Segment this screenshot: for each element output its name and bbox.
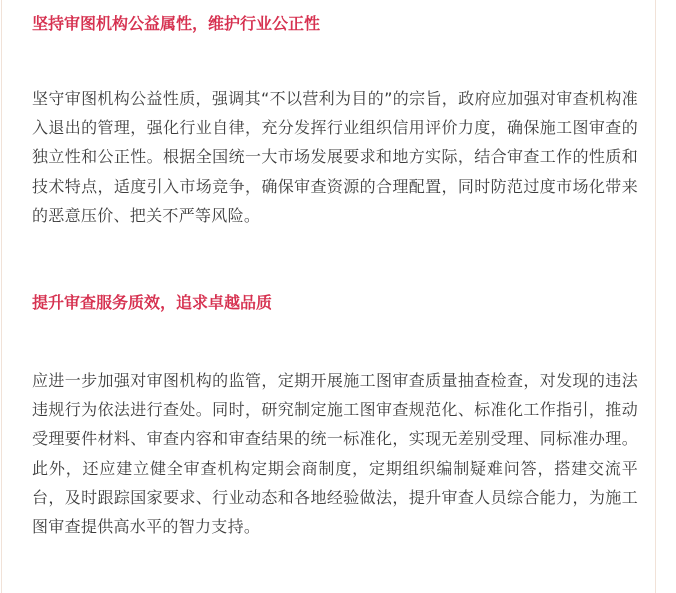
section-heading-service-quality: 提升审查服务质效，追求卓越品质 [32, 293, 273, 312]
right-border-line [655, 0, 656, 593]
left-border-line [1, 0, 2, 593]
section-paragraph-public-welfare: 坚守审图机构公益性质，强调其“不以营利为目的”的宗旨，政府应加强对审查机构准入退出的管理，强化行业自律，充分发挥行业组织信用评价力度，确保施工图审查的独立性和公正性。根据全国统一大市场发展要求和地方实际，结合审查工作的性质和技术特点，适度引入市场竞争，确保审查资源的合理配置，同时防范过度市场化带来的恶意压价、把关不严等风险。 [32, 89, 638, 225]
section-paragraph-service-quality: 应进一步加强对审图机构的监管，定期开展施工图审查质量抽查检查，对发现的违法违规行为依法进行查处。同时，研究制定施工图审查规范化、标准化工作指引，推动受理要件材料、审查内容和审查结果的统一标准化，实现无差别受理、同标准办理。此外，还应建立健全审查机构定期会商制度，定期组织编制疑难问答，搭建交流平台，及时跟踪国家要求、行业动态和各地经验做法，提升审查人员综合能力，为施工图审查提供高水平的智力支持。 [32, 371, 638, 537]
section-heading-public-welfare: 坚持审图机构公益属性，维护行业公正性 [32, 14, 321, 33]
